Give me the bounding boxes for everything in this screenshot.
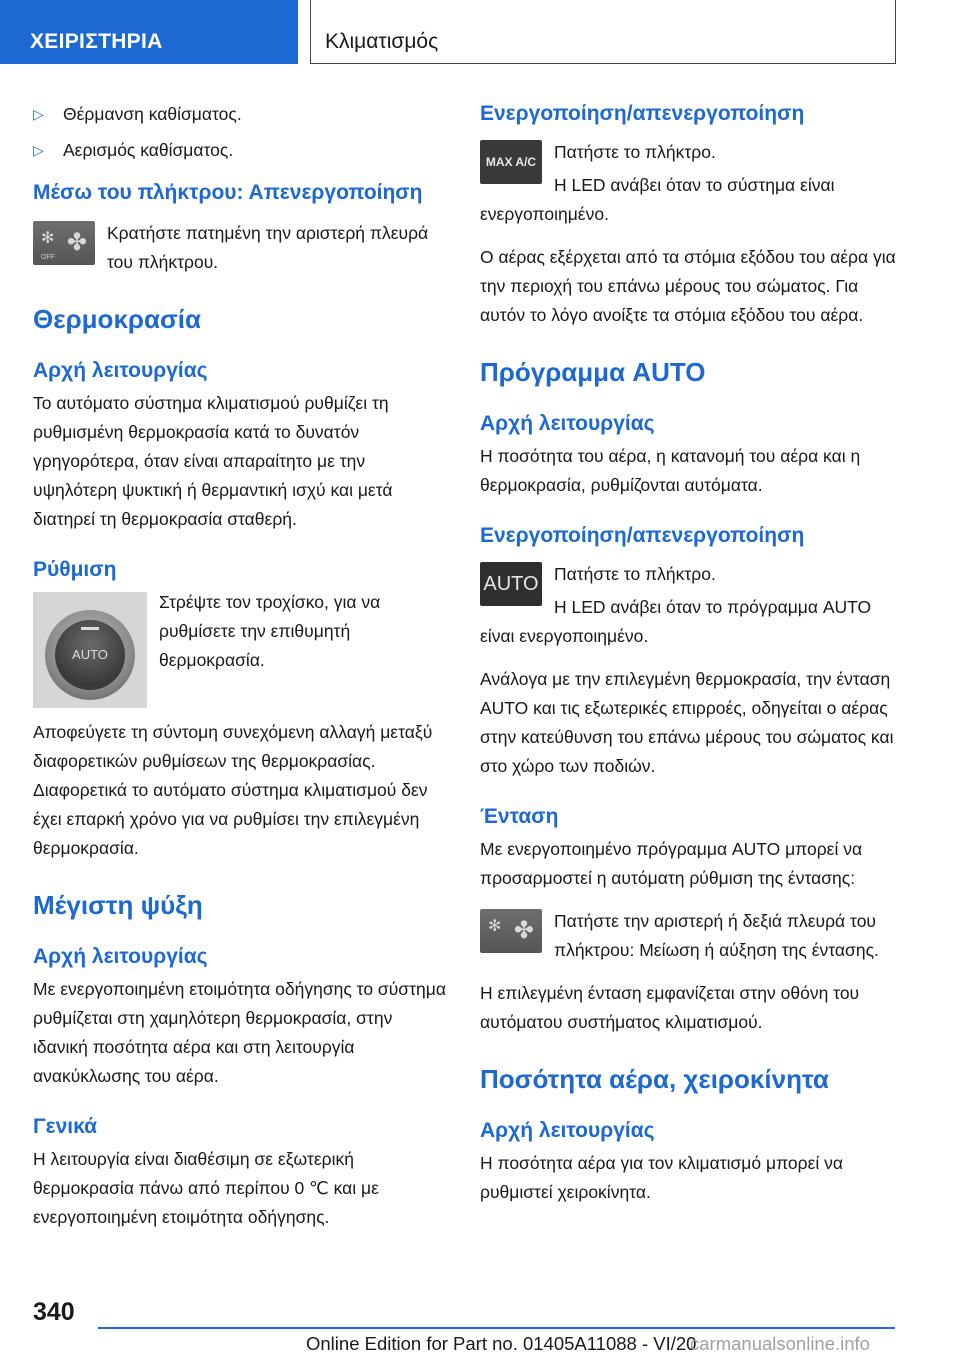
- press-text: Πατήστε το πλήκτρο.: [554, 142, 716, 162]
- triangle-bullet-icon: ▷: [33, 142, 44, 158]
- setting-text: Στρέψτε τον τροχίσκο, για να ρυθμίσετε την επιθυμητή θερμοκρασία.: [159, 592, 381, 670]
- onoff-heading: Ενεργοποίηση/απενεργοποίηση: [480, 524, 805, 547]
- setting-heading: Ρύθμιση: [33, 558, 117, 581]
- principle-text: Η ποσότητα αέρα για τον κλιματισμό μπορεί να ρυθμιστεί χειροκίνητα.: [480, 1153, 843, 1202]
- via-button-heading: Μέσω του πλήκτρου: Απενεργοποίηση: [33, 181, 423, 204]
- principle-text: Με ενεργοποιημένη ετοιμότητα οδήγησης το σύστημα ρυθμίζεται στη χαμηλότερη θερμοκρασία, στην ιδανική ποσότητα αέρα και στη λειτουργία ανακύκλωσης του αέρα.: [33, 979, 446, 1086]
- avoid-text: Αποφεύγετε τη σύντομη συνεχόμενη αλλαγή μεταξύ διαφορετικών ρυθμίσεων της θερμοκρασίας. Διαφορετικά το αυτόματο σύστημα κλιματισμού δεν έχει επαρκή χρόνο για να ρυθμίσει την επιλεγμένη θερμοκρασία.: [33, 722, 433, 858]
- chapter-title: Κλιματισμός: [310, 0, 896, 64]
- intensity-text: Με ενεργοποιημένο πρόγραμμα AUTO μπορεί να προσαρμοστεί η αυτόματη ρύθμιση της έντασης:: [480, 839, 863, 888]
- principle-text: Η ποσότητα του αέρα, η κατανομή του αέρα και η θερμοκρασία, ρυθμίζονται αυτόματα.: [480, 446, 861, 495]
- intensity-display-text: Η επιλεγμένη ένταση εμφανίζεται στην οθόνη του αυτόματου συστήματος κλιματισμού.: [480, 983, 860, 1032]
- fan-off-block: [33, 219, 451, 277]
- air-text: Ο αέρας εξέρχεται από τα στόμια εξόδου του αέρα για την περιοχή του επάνω μέρους του σώματος. Για αυτόν το λόγο ανοίξτε τα στόμια εξόδου του αέρα.: [480, 247, 896, 325]
- auto-button-icon: AUTO: [480, 562, 542, 606]
- general-heading: Γενικά: [33, 1115, 98, 1138]
- intensity-block: [480, 907, 900, 965]
- maxac-block: [480, 138, 900, 229]
- page-number: 340: [33, 1298, 75, 1326]
- auto-heading: Πρόγραμμα AUTO: [480, 357, 706, 387]
- manual-heading: Ποσότητα αέρα, χειροκίνητα: [480, 1064, 829, 1094]
- right-column: [480, 100, 900, 1207]
- intensity-press-text: Πατήστε την αριστερή ή δεξιά πλευρά του πλήκτρου: Μείωση ή αύξηση της έντασης.: [554, 911, 879, 960]
- edition-text: Online Edition for Part no. 01405A11088 - VI/20: [306, 1333, 697, 1354]
- led-text: Η LED ανάβει όταν το σύστημα είναι ενεργοποιημένο.: [480, 175, 835, 224]
- left-column: [33, 100, 451, 1232]
- general-text: Η λειτουργία είναι διαθέσιμη σε εξωτερική θερμοκρασία πάνω από περίπου 0 ℃ και με ενεργοποιημένη ετοιμότητα οδήγησης.: [33, 1149, 379, 1227]
- principle-heading: Αρχή λειτουργίας: [33, 359, 208, 382]
- max-ac-button-icon: MAX A/C: [480, 140, 542, 184]
- watermark: carmanualsonline.info: [690, 1333, 870, 1354]
- triangle-bullet-icon: ▷: [33, 106, 44, 122]
- footer-divider: [98, 1327, 895, 1329]
- press-text: Πατήστε το πλήκτρο.: [554, 564, 716, 584]
- temperature-heading: Θερμοκρασία: [33, 304, 201, 334]
- via-button-text: Κρατήστε πατημένη την αριστερή πλευρά του πλήκτρου.: [107, 223, 429, 272]
- principle-heading: Αρχή λειτουργίας: [480, 412, 655, 435]
- bullet-item: ▷ Θέρμανση καθίσματος.: [33, 100, 451, 129]
- fan-off-button-icon: ✻ ✤ OFF: [33, 221, 95, 265]
- temperature-knob-image: AUTO: [33, 592, 147, 708]
- max-cool-heading: Μέγιστη ψύξη: [33, 890, 203, 920]
- fan-intensity-button-icon: ✻ ✤: [480, 909, 542, 953]
- onoff-heading: Ενεργοποίηση/απενεργοποίηση: [480, 102, 805, 125]
- auto-block: [480, 560, 900, 651]
- section-tab: ΧΕΙΡΙΣΤΗΡΙΑ: [0, 0, 298, 64]
- principle-text: Το αυτόματο σύστημα κλιματισμού ρυθμίζει τη ρυθμισμένη θερμοκρασία κατά το δυνατόν γρηγορότερα, όταν είναι απαραίτητο με την υψηλότερη ψυκτική ή θερμαντική ισχύ και μετά διατηρεί τη θερμοκρασία σταθερή.: [33, 393, 393, 529]
- led-text: Η LED ανάβει όταν το πρόγραμμα AUTO είναι ενεργοποιημένο.: [480, 597, 872, 646]
- bullet-item: ▷ Αερισμός καθίσματος.: [33, 136, 451, 165]
- intensity-heading: Ένταση: [480, 805, 559, 828]
- depending-text: Ανάλογα με την επιλεγμένη θερμοκρασία, την ένταση AUTO και τις εξωτερικές επιρροές, οδηγείται ο αέρας στην κατεύθυνση του επάνω μέρους του σώματος και στο χώρο των ποδιών.: [480, 669, 894, 776]
- setting-block: [33, 588, 451, 718]
- principle-heading: Αρχή λειτουργίας: [480, 1119, 655, 1142]
- principle-heading: Αρχή λειτουργίας: [33, 945, 208, 968]
